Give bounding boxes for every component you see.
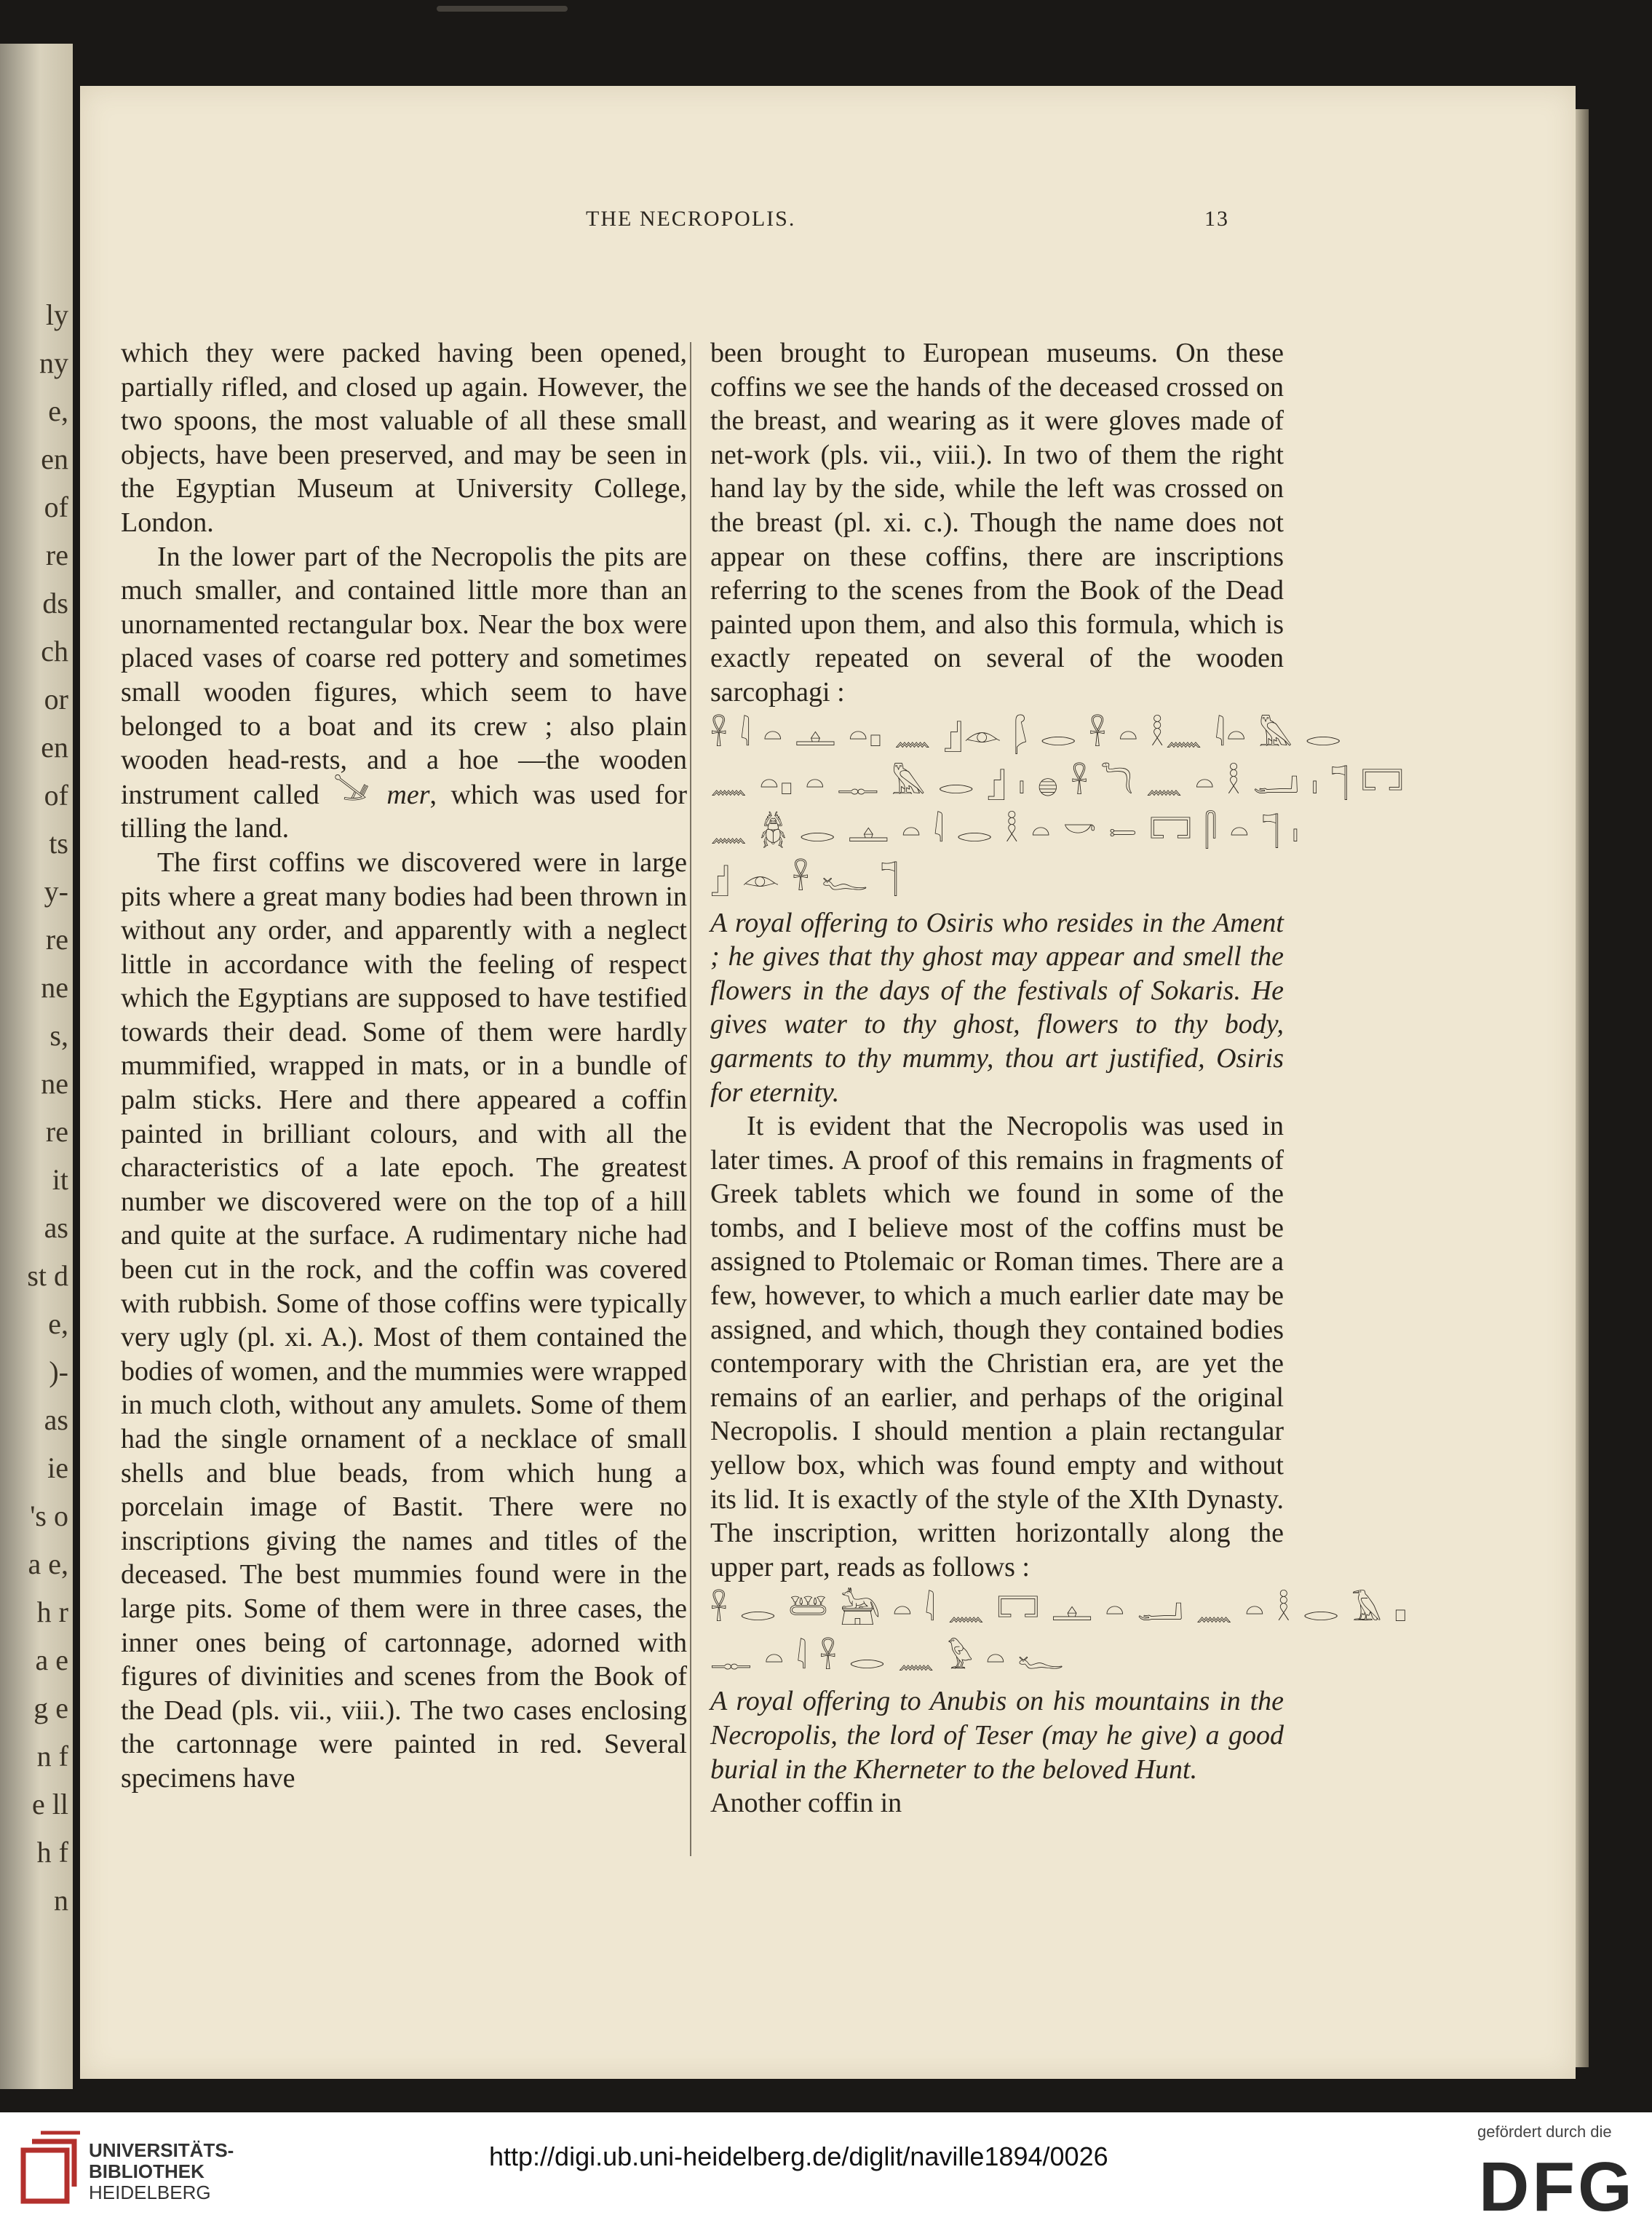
digitization-footer — [0, 2112, 1652, 2231]
paragraph: been brought to European museums. On these coffins we see the hands of the deceased crossed on the breast, and wearing as it were gloves made of net-work (pls. vii., viii.). In two of them the right hand lay by the side, while the left was crossed on the breast (pl. xi. c.). Though the name does not appear on these coffins, there are inscriptions referring to the scenes from the Book of the Dead painted upon them, and also this formula, which is exactly repeated on several of the wooden sarcophagi : — [710, 338, 1284, 708]
permalink-url[interactable]: http://digi.ub.uni-heidelberg.de/diglit/naville1894/0026 — [489, 2141, 1108, 2171]
hieroglyph-inscription-line: 𓋹 𓇋 𓏏 𓊵 𓏏𓊪 𓈖 𓊨𓁹 𓆄 𓂋 𓋹 𓏏 𓎛𓈖 𓇋𓏏 𓅓 𓂋 — [710, 717, 1343, 753]
paragraph: It is evident that the Necropolis was used in later times. A proof of this remains in fragments of Greek tablets which we found in some of the tombs, and I believe most of the coffins must be assigned to Ptolemaic or Roman times. There are a few, however, to which a much earlier date may be assigned, and which, though they contained bodies contemporary with the Christian era, are yet the remains of an earlier, and perhaps of the original Necropolis. I should mention a plain rectangular yellow box, which was found empty and without its lid. It is exactly of the style of the XIth Dynasty. The inscription, written horizontally along the upper part, reads as follows : — [710, 1111, 1284, 1582]
library-name-line: UNIVERSITÄTS- — [89, 2139, 234, 2161]
paragraph — [121, 540, 687, 846]
paragraph: The first coffins we discovered were in large pits where a great many bodies had been thrown in without any order, and apparently with a neglect little in accordance with the feeling of respect which the Egyptians are supposed to have testified towards their dead. Some of them were hardly mummified, wrapped in mats, or in a bundle of palm sticks. Here and there appeared a coffin painted in brilliant colours, and with all the characteristics of a late epoch. The greatest number we discovered were on the top of a hill and quite at the surface. A rudimentary niche had been cut in the rock, and the coffin was covered with rubbish. Some of those coffins were typically very ugly (pl. xi. A.). Most of them contained the bodies of women, and the mummies were wrapped in much cloth, without any amulets. Some of them had the single ornament of a necklace of small shells and blue beads, from which hung a porcelain image of Bastit. There were no inscriptions giving the names and titles of the deceased. The best mummies found were in the large pits. Some of them were in three cases, the inner ones being of cartonnage, adorned with figures of divinities and scenes from the Book of the Dead (pls. vii., viii.). The two cases enclosing the cartonnage were painted in red. Several specimens have — [121, 847, 687, 1794]
translation: A royal offering to Anubis on his mountains in the Necropolis, the lord of Teser (may he give) a good burial in the Kherneter to the beloved Hunt. — [710, 1686, 1284, 1785]
column-divider — [690, 342, 691, 1856]
hieroglyph-inscription-line: 𓈖 𓆣 𓂋 𓊵 𓏏 𓇋 𓂋 𓎛 𓏏 𓎡 𓍿 𓉐 𓋴 𓏏 𓊹 𓏤 — [710, 813, 1300, 849]
funding-note: gefördert durch die — [1477, 2123, 1612, 2141]
hieroglyph-inscription-line: 𓊨 𓁹 𓋹 𓆑 𓊹 — [710, 861, 900, 897]
page-fore-edge — [1576, 109, 1589, 2067]
facing-page-text-fragments: ly ny e, en of re ds ch or en of ts y- re ne s, ne re it as st d e, )- as ie 's o a e, h r a e g e n f e ll h f n — [27, 298, 68, 1917]
paragraph: Another coffin in — [710, 1788, 902, 1819]
hieroglyph-inscription-line: 𓊃 𓏏 𓇋 𓋹 𓂋 𓈖 𓅱 𓏏 𓆑 — [710, 1640, 1065, 1676]
paragraph-text: In the lower part of the Necropolis the pits are much smaller, and contained little more than an unornamented rectangular box. Near the box were placed vases of coarse red pottery and sometimes small wooden figures, which seem to have belonged to a boat and its crew ; also plain wooden head-rests, and a hoe —the wooden instrument called — [121, 541, 687, 810]
dfg-logo: DFG — [1479, 2148, 1635, 2226]
hieroglyph-inscription-line: 𓋹 𓂋 𓆷 𓃣 𓏏 𓇋 𓈖 𓉐 𓊵 𓏏 𓂝 𓈖 𓏏 𓎛 𓂋 𓄿 𓊪 — [710, 1592, 1408, 1628]
library-name-line: BIBLIOTHEK — [89, 2160, 204, 2182]
hoe-hieroglyph-icon: 𓍁 — [333, 777, 373, 811]
right-column — [710, 336, 1408, 1820]
library-name — [89, 2140, 234, 2203]
university-library-logo-icon — [16, 2128, 82, 2208]
term-mer: mer — [386, 779, 430, 810]
library-name-line: HEIDELBERG — [89, 2182, 211, 2203]
running-head-title: THE NECROPOLIS. — [586, 207, 796, 231]
translation: A royal offering to Osiris who resides in the Ament ; he gives that thy ghost may appear and smell the flowers in the days of the festivals of Sokaris. He gives water to thy ghost, flowers to thy body, garments to thy mummy, thou art justified, Osiris for eternity. — [710, 907, 1284, 1108]
page-number: 13 — [1204, 207, 1229, 231]
paragraph-text: , which was used for tilling the land. — [121, 779, 688, 844]
hieroglyph-inscription-line: 𓈖 𓏏𓊪 𓏏 𓊃 𓅓 𓂋 𓊨 𓏤 𓐍 𓋹 𓆓 𓈖 𓏏 𓎛 𓂝 𓏤 𓊹 𓉐 — [710, 765, 1405, 801]
scan-binding-mark — [437, 6, 568, 12]
left-column — [121, 336, 687, 1796]
paragraph: which they were packed having been opened, partially rifled, and closed up again. However, the two spoons, the most valuable of all these small objects, have been preserved, and may be seen in the Egyptian Museum at University College, London. — [121, 338, 687, 538]
facing-page-edge — [0, 44, 73, 2089]
